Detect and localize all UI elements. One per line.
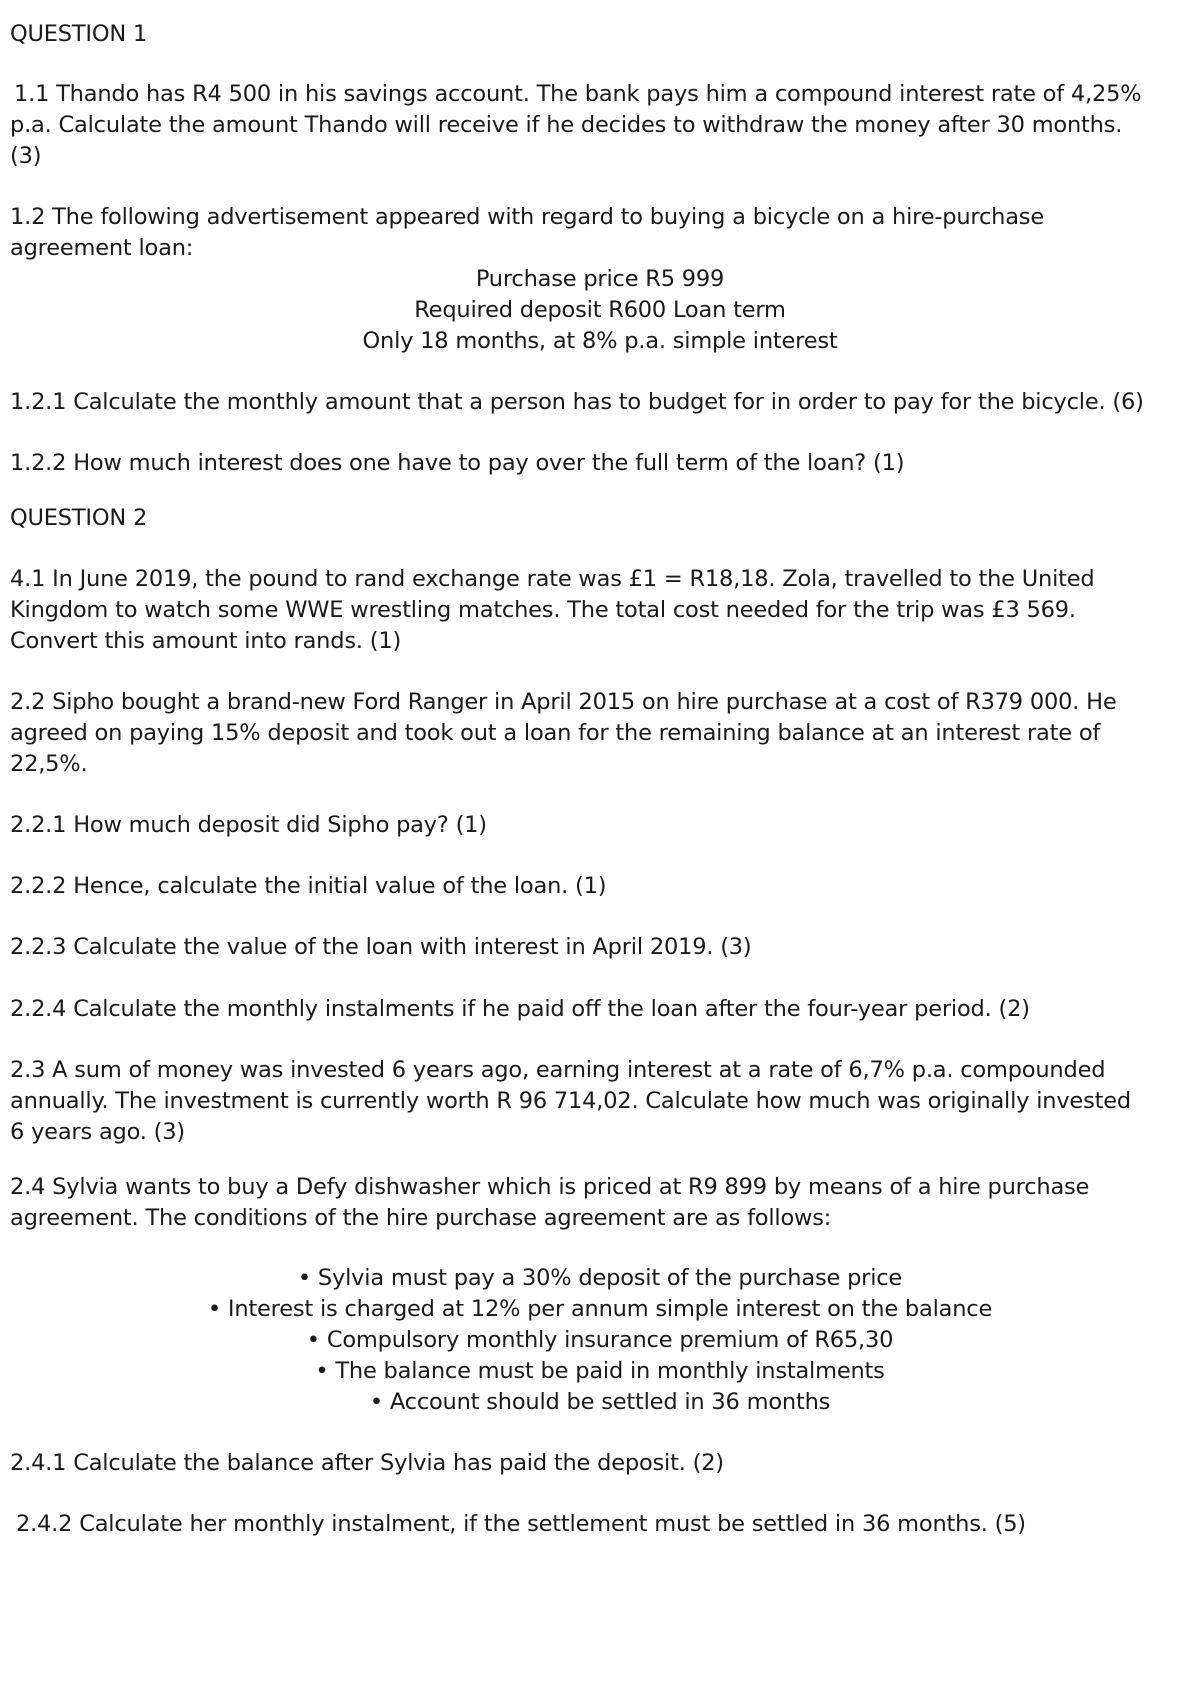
- condition-item-3: • Compulsory monthly insurance premium of R65,30: [306, 1327, 894, 1353]
- advert-line-2: Required deposit R600 Loan term: [414, 297, 786, 323]
- condition-item-4: • The balance must be paid in monthly instalments: [315, 1358, 885, 1384]
- question-2-3-line-2: annually. The investment is currently worth R 96 714,02. Calculate how much was originally invested: [10, 1088, 1131, 1114]
- question-2-heading: QUESTION 2: [10, 505, 148, 531]
- advert-line-1: Purchase price R5 999: [475, 266, 725, 292]
- question-1-2-1: 1.2.1 Calculate the monthly amount that a person has to budget for in order to pay for the bicycle. (6): [10, 389, 1144, 415]
- question-1-1-line-2: p.a. Calculate the amount Thando will receive if he decides to withdraw the money after 30 months.: [10, 112, 1123, 138]
- question-2-2-4: 2.2.4 Calculate the monthly instalments if he paid off the loan after the four-year period. (2): [10, 996, 1030, 1022]
- question-2-4-1: 2.4.1 Calculate the balance after Sylvia has paid the deposit. (2): [10, 1450, 724, 1476]
- question-1-2-line-1: 1.2 The following advertisement appeared with regard to buying a bicycle on a hire-purchase: [10, 204, 1044, 230]
- question-2-4-line-2: agreement. The conditions of the hire purchase agreement are as follows:: [10, 1205, 832, 1231]
- question-2-2-2: 2.2.2 Hence, calculate the initial value of the loan. (1): [10, 873, 607, 899]
- condition-item-2: • Interest is charged at 12% per annum simple interest on the balance: [207, 1296, 993, 1322]
- question-2-4-line-1: 2.4 Sylvia wants to buy a Defy dishwasher which is priced at R9 899 by means of a hire purchase: [10, 1174, 1090, 1200]
- question-2-4-2: 2.4.2 Calculate her monthly instalment, if the settlement must be settled in 36 months. (5): [16, 1511, 1026, 1537]
- question-4-1-line-2: Kingdom to watch some WWE wrestling matches. The total cost needed for the trip was £3 569.: [10, 597, 1076, 623]
- question-2-3-line-1: 2.3 A sum of money was invested 6 years ago, earning interest at a rate of 6,7% p.a. compounded: [10, 1057, 1106, 1083]
- question-2-2-1: 2.2.1 How much deposit did Sipho pay? (1): [10, 812, 487, 838]
- advert-line-3: Only 18 months, at 8% p.a. simple interest: [362, 328, 838, 354]
- question-2-2-line-2: agreed on paying 15% deposit and took out a loan for the remaining balance at an interest rate of: [10, 720, 1101, 746]
- question-4-1-line-3: Convert this amount into rands. (1): [10, 628, 402, 654]
- question-2-3-line-3: 6 years ago. (3): [10, 1119, 185, 1145]
- condition-item-5: • Account should be settled in 36 months: [369, 1389, 831, 1415]
- question-2-2-line-3: 22,5%.: [10, 751, 88, 777]
- question-1-1-line-1: 1.1 Thando has R4 500 in his savings account. The bank pays him a compound interest rate of 4,25%: [14, 81, 1142, 107]
- question-1-heading: QUESTION 1: [10, 21, 148, 47]
- question-2-2-line-1: 2.2 Sipho bought a brand-new Ford Ranger in April 2015 on hire purchase at a cost of R379 000. He: [10, 689, 1117, 715]
- condition-item-1: • Sylvia must pay a 30% deposit of the purchase price: [297, 1265, 903, 1291]
- question-1-1-line-3: (3): [10, 143, 42, 169]
- question-1-2-line-2: agreement loan:: [10, 235, 194, 261]
- question-1-2-2: 1.2.2 How much interest does one have to pay over the full term of the loan? (1): [10, 450, 905, 476]
- question-4-1-line-1: 4.1 In June 2019, the pound to rand exchange rate was £1 = R18,18. Zola, travelled to the United: [10, 566, 1095, 592]
- question-2-2-3: 2.2.3 Calculate the value of the loan with interest in April 2019. (3): [10, 934, 752, 960]
